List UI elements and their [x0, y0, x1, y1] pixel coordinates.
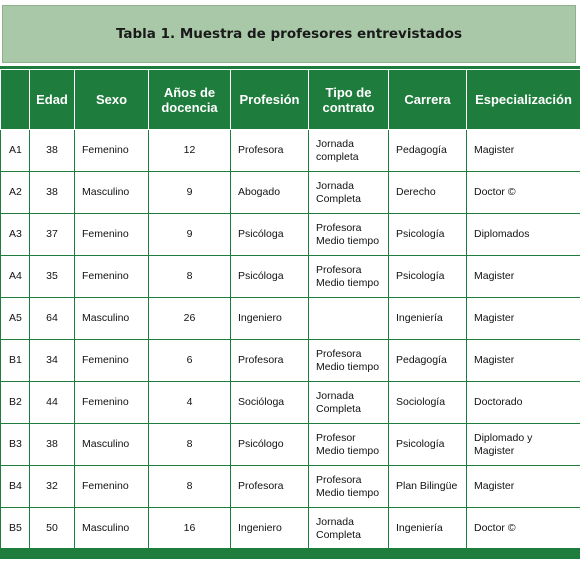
cell-sexo: Masculino — [75, 172, 149, 214]
header-id — [1, 70, 30, 130]
cell-id: A1 — [1, 130, 30, 172]
cell-sexo: Masculino — [75, 298, 149, 340]
cell-edad: 35 — [30, 256, 75, 298]
header-sexo: Sexo — [75, 70, 149, 130]
header-carrera: Carrera — [389, 70, 467, 130]
cell-sexo: Femenino — [75, 382, 149, 424]
cell-profesion: Ingeniero — [231, 298, 309, 340]
cell-especializacion: Diplomado y Magister — [467, 424, 580, 466]
cell-anos-docencia: 9 — [149, 172, 231, 214]
header-row — [1, 70, 580, 130]
cell-anos-docencia: 4 — [149, 382, 231, 424]
table-row — [1, 298, 580, 340]
cell-anos-docencia: 9 — [149, 214, 231, 256]
cell-tipo-contrato — [309, 298, 389, 340]
cell-carrera: Pedagogía — [389, 340, 467, 382]
table-title-box — [2, 5, 576, 63]
table-title: Tabla 1. Muestra de profesores entrevistados — [115, 26, 463, 42]
cell-anos-docencia: 8 — [149, 256, 231, 298]
header-anos-docencia: Años de docencia — [149, 70, 231, 130]
cell-profesion: Psicóloga — [231, 256, 309, 298]
cell-carrera: Ingeniería — [389, 298, 467, 340]
cell-edad: 37 — [30, 214, 75, 256]
cell-edad: 44 — [30, 382, 75, 424]
header-edad: Edad — [30, 70, 75, 130]
cell-tipo-contrato: Jornada completa — [309, 130, 389, 172]
cell-sexo: Masculino — [75, 508, 149, 550]
cell-edad: 38 — [30, 130, 75, 172]
cell-edad: 38 — [30, 172, 75, 214]
cell-especializacion: Magister — [467, 298, 580, 340]
cell-carrera: Sociología — [389, 382, 467, 424]
cell-sexo: Femenino — [75, 214, 149, 256]
cell-tipo-contrato: Profesora Medio tiempo — [309, 214, 389, 256]
cell-id: A2 — [1, 172, 30, 214]
table-row — [1, 172, 580, 214]
header-profesion: Profesión — [231, 70, 309, 130]
table-row — [1, 466, 580, 508]
cell-profesion: Ingeniero — [231, 508, 309, 550]
cell-sexo: Femenino — [75, 466, 149, 508]
cell-tipo-contrato: Profesora Medio tiempo — [309, 256, 389, 298]
cell-carrera: Psicología — [389, 214, 467, 256]
cell-id: B5 — [1, 508, 30, 550]
cell-id: A3 — [1, 214, 30, 256]
cell-profesion: Profesora — [231, 130, 309, 172]
cell-id: A5 — [1, 298, 30, 340]
table-row — [1, 256, 580, 298]
cell-edad: 64 — [30, 298, 75, 340]
cell-especializacion: Doctor © — [467, 508, 580, 550]
cell-tipo-contrato: Profesor Medio tiempo — [309, 424, 389, 466]
cell-anos-docencia: 12 — [149, 130, 231, 172]
cell-tipo-contrato: Jornada Completa — [309, 382, 389, 424]
cell-id: B3 — [1, 424, 30, 466]
table-row — [1, 382, 580, 424]
cell-anos-docencia: 8 — [149, 424, 231, 466]
cell-edad: 32 — [30, 466, 75, 508]
cell-sexo: Femenino — [75, 256, 149, 298]
table-row — [1, 340, 580, 382]
cell-carrera: Plan Bilingüe — [389, 466, 467, 508]
cell-edad: 50 — [30, 508, 75, 550]
cell-edad: 38 — [30, 424, 75, 466]
bottom-divider — [0, 548, 580, 559]
cell-carrera: Ingeniería — [389, 508, 467, 550]
cell-tipo-contrato: Jornada Completa — [309, 172, 389, 214]
cell-especializacion: Magister — [467, 256, 580, 298]
cell-anos-docencia: 8 — [149, 466, 231, 508]
cell-carrera: Psicología — [389, 424, 467, 466]
cell-anos-docencia: 16 — [149, 508, 231, 550]
cell-anos-docencia: 26 — [149, 298, 231, 340]
cell-profesion: Psicóloga — [231, 214, 309, 256]
professors-table — [0, 69, 580, 550]
cell-profesion: Psicólogo — [231, 424, 309, 466]
cell-profesion: Socióloga — [231, 382, 309, 424]
cell-tipo-contrato: Jornada Completa — [309, 508, 389, 550]
cell-sexo: Femenino — [75, 130, 149, 172]
cell-id: B2 — [1, 382, 30, 424]
header-tipo-contrato: Tipo de contrato — [309, 70, 389, 130]
cell-carrera: Pedagogía — [389, 130, 467, 172]
cell-profesion: Profesora — [231, 340, 309, 382]
cell-id: B1 — [1, 340, 30, 382]
table-row — [1, 130, 580, 172]
cell-especializacion: Doctor © — [467, 172, 580, 214]
cell-id: B4 — [1, 466, 30, 508]
cell-especializacion: Magister — [467, 340, 580, 382]
cell-sexo: Masculino — [75, 424, 149, 466]
cell-sexo: Femenino — [75, 340, 149, 382]
table-row — [1, 214, 580, 256]
table-row — [1, 508, 580, 550]
cell-carrera: Derecho — [389, 172, 467, 214]
cell-profesion: Abogado — [231, 172, 309, 214]
cell-especializacion: Magister — [467, 130, 580, 172]
cell-edad: 34 — [30, 340, 75, 382]
cell-tipo-contrato: Profesora Medio tiempo — [309, 340, 389, 382]
cell-id: A4 — [1, 256, 30, 298]
header-especializacion: Especialización — [467, 70, 580, 130]
cell-profesion: Profesora — [231, 466, 309, 508]
cell-especializacion: Magister — [467, 466, 580, 508]
cell-especializacion: Diplomados — [467, 214, 580, 256]
cell-carrera: Psicología — [389, 256, 467, 298]
cell-anos-docencia: 6 — [149, 340, 231, 382]
table-row — [1, 424, 580, 466]
cell-tipo-contrato: Profesora Medio tiempo — [309, 466, 389, 508]
cell-especializacion: Doctorado — [467, 382, 580, 424]
